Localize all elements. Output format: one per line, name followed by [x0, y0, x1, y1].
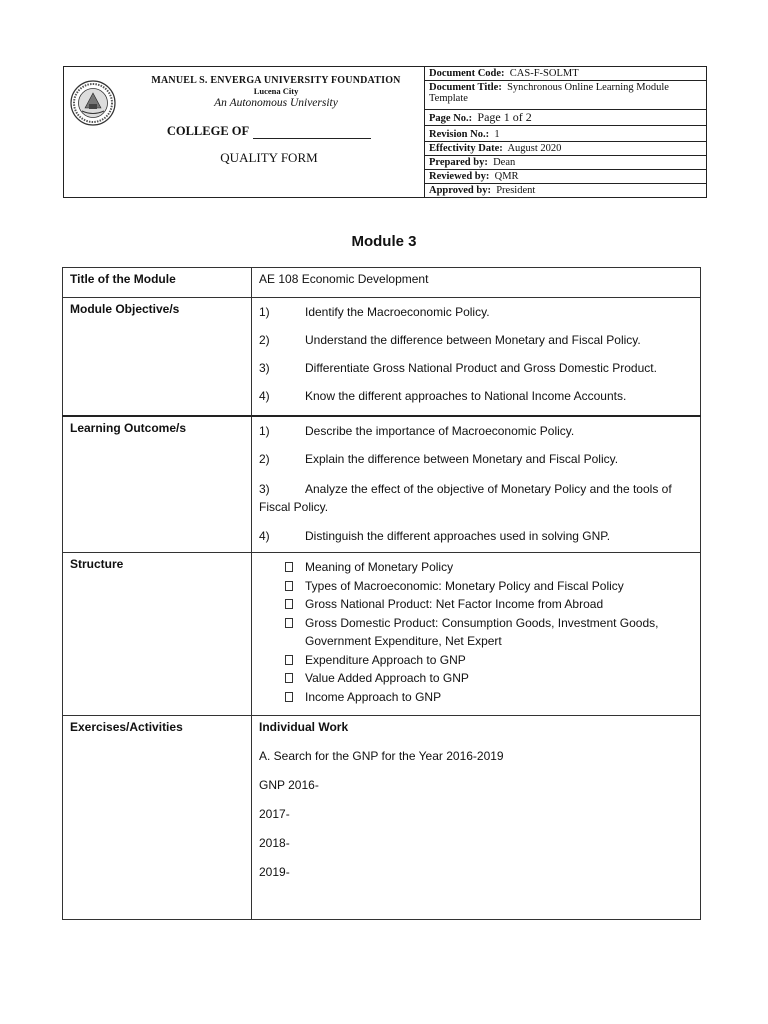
outcome-item: 4) Distinguish the different approaches used in solving GNP.	[259, 528, 611, 543]
objectives-list	[252, 298, 701, 416]
prepared-by-row: Prepared by: Dean	[425, 156, 707, 170]
exercises-task: A. Search for the GNP for the Year 2016-2019	[259, 749, 504, 763]
gnp-year-line: GNP 2016-	[259, 778, 319, 792]
university-city: Lucena City	[253, 86, 299, 96]
gnp-year-line: 2017-	[259, 807, 290, 821]
exercises-content	[252, 716, 701, 920]
outcome-item: 1) Describe the importance of Macroeconomic Policy.	[259, 423, 575, 438]
title-of-module-value: AE 108 Economic Development	[252, 268, 701, 298]
structure-item: Types of Macroeconomic: Monetary Policy and Fiscal Policy	[285, 577, 693, 596]
university-seal-icon	[70, 80, 116, 126]
quality-form-label: QUALITY FORM	[220, 150, 318, 165]
document-title-row: Document Title: Synchronous Online Learning Module Template	[425, 81, 707, 110]
exercises-row	[63, 716, 701, 920]
effectivity-date-row: Effectivity Date: August 2020	[425, 142, 707, 156]
structure-row	[63, 553, 701, 716]
outcome-item: 3) Analyze the effect of the objective of Monetary Policy and the tools of Fiscal Policy.	[259, 481, 672, 514]
outcomes-row	[63, 416, 701, 553]
module-table	[62, 267, 701, 920]
exercises-heading: Individual Work	[259, 720, 349, 734]
bullet-box-icon	[285, 562, 293, 572]
structure-item: Gross Domestic Product: Consumption Goods, Investment Goods, Government Expenditure, Net Expert	[285, 614, 693, 651]
module-title: Module 3	[351, 233, 417, 250]
quality-form-header	[63, 66, 707, 198]
outcome-item: 2) Explain the difference between Monetary and Fiscal Policy.	[259, 451, 619, 466]
objective-item: 1) Identify the Macroeconomic Policy.	[259, 305, 490, 319]
bullet-box-icon	[285, 655, 293, 665]
gnp-year-line: 2018-	[259, 836, 290, 850]
objectives-row	[63, 298, 701, 416]
revision-number-row: Revision No.: 1	[425, 126, 707, 142]
exercises-label: Exercises/Activities	[63, 716, 252, 920]
outcomes-label: Learning Outcome/s	[63, 416, 252, 553]
structure-item: Value Added Approach to GNP	[285, 669, 693, 688]
module-title-row	[63, 268, 701, 298]
title-of-module-label: Title of the Module	[63, 268, 252, 298]
document-code-row: Document Code: CAS-F-SOLMT	[425, 67, 707, 81]
gnp-year-line: 2019-	[259, 865, 290, 879]
bullet-box-icon	[285, 692, 293, 702]
bullet-box-icon	[285, 599, 293, 609]
college-blank-line	[253, 126, 371, 139]
page-number-row: Page No.: Page 1 of 2	[425, 110, 707, 126]
objective-item: 3) Differentiate Gross National Product and Gross Domestic Product.	[259, 361, 657, 375]
structure-item: Gross National Product: Net Factor Income from Abroad	[285, 595, 693, 614]
objective-item: 4) Know the different approaches to National Income Accounts.	[259, 389, 627, 403]
structure-list	[252, 553, 701, 716]
structure-item: Expenditure Approach to GNP	[285, 651, 693, 670]
outcomes-list	[252, 416, 701, 553]
university-tagline: An Autonomous University	[214, 97, 338, 109]
college-label: COLLEGE OF	[166, 124, 250, 138]
structure-label: Structure	[63, 553, 252, 716]
college-field	[144, 124, 394, 139]
bullet-box-icon	[285, 673, 293, 683]
approved-by-row: Approved by: President	[429, 185, 536, 196]
objective-item: 2) Understand the difference between Monetary and Fiscal Policy.	[259, 333, 641, 347]
bullet-box-icon	[285, 618, 293, 628]
structure-item: Meaning of Monetary Policy	[285, 558, 693, 577]
header-left-panel	[64, 67, 425, 197]
structure-item: Income Approach to GNP	[285, 688, 693, 707]
reviewed-by-row: Reviewed by: QMR	[425, 170, 707, 184]
university-name: MANUEL S. ENVERGA UNIVERSITY FOUNDATION	[151, 75, 401, 86]
document-info-panel	[425, 67, 707, 198]
bullet-box-icon	[285, 581, 293, 591]
objectives-label: Module Objective/s	[63, 298, 252, 416]
